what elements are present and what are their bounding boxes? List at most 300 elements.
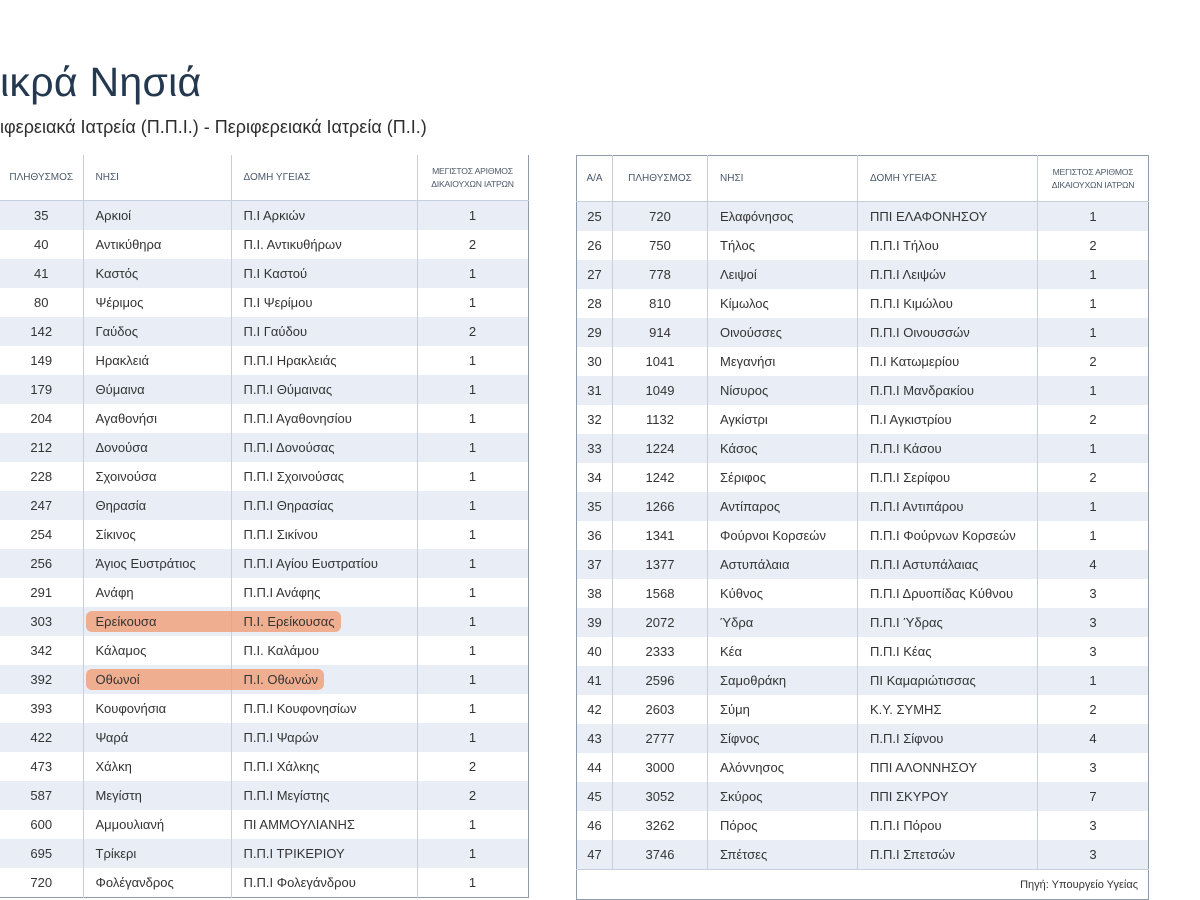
facility-cell-text: Π.Π.Ι Πόρου xyxy=(870,818,942,833)
max-doctors-cell: 3 xyxy=(1038,753,1149,782)
max-doctors-cell: 1 xyxy=(417,433,528,462)
facility-cell xyxy=(858,492,1038,521)
table-row xyxy=(577,811,1149,840)
facility-cell xyxy=(858,289,1038,318)
facility-cell xyxy=(231,810,417,839)
island-cell-text: Λειψοί xyxy=(720,267,757,282)
population-cell: 422 xyxy=(0,723,83,752)
island-cell-text: Κάλαμος xyxy=(95,643,147,658)
population-cell: 392 xyxy=(0,665,83,694)
facility-cell-text: Π.Π.Ι Ηρακλειάς xyxy=(243,353,337,368)
island-cell-text: Αλόννησος xyxy=(720,760,784,775)
facility-cell-text: Π.Π.Ι Ύδρας xyxy=(870,615,943,630)
facility-cell xyxy=(858,753,1038,782)
page-subtitle: ιφερειακά Ιατρεία (Π.Π.Ι.) - Περιφερειακά Ιατρεία (Π.Ι.) xyxy=(0,117,427,137)
island-cell xyxy=(708,376,858,405)
facility-cell xyxy=(231,404,417,433)
facility-cell xyxy=(231,868,417,898)
population-cell: 2603 xyxy=(613,695,708,724)
population-cell: 149 xyxy=(0,346,83,375)
table-row xyxy=(577,463,1149,492)
island-cell xyxy=(83,549,231,578)
aa-cell: 25 xyxy=(577,202,613,232)
island-cell xyxy=(83,346,231,375)
aa-cell: 34 xyxy=(577,463,613,492)
facility-cell xyxy=(231,636,417,665)
max-doctors-cell: 2 xyxy=(417,317,528,346)
facility-cell xyxy=(858,202,1038,232)
island-cell-text: Κουφονήσια xyxy=(95,701,167,716)
aa-cell: 35 xyxy=(577,492,613,521)
population-cell: 587 xyxy=(0,781,83,810)
island-cell-text: Τήλος xyxy=(720,238,755,253)
island-cell xyxy=(708,782,858,811)
island-cell-text: Σκύρος xyxy=(720,789,763,804)
header-facility: ΔΟΜΗ ΥΓΕΙΑΣ xyxy=(858,156,1038,202)
aa-cell: 30 xyxy=(577,347,613,376)
population-cell: 473 xyxy=(0,752,83,781)
island-cell-text: Τρίκερι xyxy=(95,846,137,861)
aa-cell: 28 xyxy=(577,289,613,318)
aa-cell: 37 xyxy=(577,550,613,579)
island-cell-text: Καστός xyxy=(95,266,139,281)
table-row xyxy=(577,840,1149,870)
island-cell-text: Σαμοθράκη xyxy=(720,673,787,688)
table-body-left xyxy=(0,201,528,898)
header-island: ΝΗΣΙ xyxy=(83,155,231,201)
facility-cell-text: Π.Π.Ι Αγαθονησίου xyxy=(243,411,352,426)
island-cell xyxy=(83,752,231,781)
source-note: Πηγή: Υπουργείο Υγείας xyxy=(577,870,1149,900)
max-doctors-cell: 1 xyxy=(417,810,528,839)
table-row xyxy=(0,810,528,839)
island-cell-text: Σύμη xyxy=(720,702,750,717)
population-cell: 179 xyxy=(0,375,83,404)
population-cell: 3000 xyxy=(613,753,708,782)
header-max-doctors-line2: ΔΙΚΑΙΟΥΧΩΝ ΙΑΤΡΩΝ xyxy=(431,178,514,189)
header-max-doctors-line2: ΔΙΚΑΙΟΥΧΩΝ ΙΑΤΡΩΝ xyxy=(1051,179,1135,190)
aa-cell: 46 xyxy=(577,811,613,840)
island-cell xyxy=(708,666,858,695)
facility-cell-text: ΠΠΙ ΕΛΑΦΟΝΗΣΟΥ xyxy=(870,209,988,224)
island-cell-text: Σχοινούσα xyxy=(95,469,157,484)
max-doctors-cell: 1 xyxy=(1038,666,1149,695)
facility-cell-text: Π.Π.Ι Φολεγάνδρου xyxy=(243,875,356,890)
islands-table-left xyxy=(0,155,529,898)
island-cell xyxy=(83,404,231,433)
population-cell: 3746 xyxy=(613,840,708,870)
table-row xyxy=(0,607,528,636)
facility-cell xyxy=(858,579,1038,608)
facility-cell-text: Π.Π.Ι Σίφνου xyxy=(870,731,944,746)
max-doctors-cell: 1 xyxy=(417,288,528,317)
max-doctors-cell: 1 xyxy=(417,578,528,607)
facility-cell xyxy=(231,520,417,549)
island-cell xyxy=(83,781,231,810)
aa-cell: 47 xyxy=(577,840,613,870)
island-cell-text: Οινούσσες xyxy=(720,325,782,340)
island-cell-text: Αγαθονήσι xyxy=(95,411,158,426)
facility-cell xyxy=(231,781,417,810)
table-row xyxy=(0,549,528,578)
island-cell-text: Αρκιοί xyxy=(95,208,132,223)
table-row xyxy=(577,695,1149,724)
max-doctors-cell: 7 xyxy=(1038,782,1149,811)
facility-cell xyxy=(231,549,417,578)
facility-cell-text: Π.Π.Ι Θύμαινας xyxy=(243,382,333,397)
island-cell-text: Φολέγανδρος xyxy=(95,875,174,890)
max-doctors-cell: 1 xyxy=(417,462,528,491)
island-cell xyxy=(83,375,231,404)
facility-cell-text: Π.Π.Ι Κουφονησίων xyxy=(243,701,357,716)
population-cell: 1041 xyxy=(613,347,708,376)
aa-cell: 41 xyxy=(577,666,613,695)
island-cell-text: Γαύδος xyxy=(95,324,139,339)
facility-cell-text: Π.Ι. Οθωνών xyxy=(243,672,318,687)
islands-table-right xyxy=(576,155,1149,900)
population-cell: 914 xyxy=(613,318,708,347)
population-cell: 695 xyxy=(0,839,83,868)
table-header-row xyxy=(577,156,1149,202)
island-cell xyxy=(708,289,858,318)
population-cell: 810 xyxy=(613,289,708,318)
island-cell-text: Νίσυρος xyxy=(720,383,769,398)
island-cell-text: Οθωνοί xyxy=(95,672,140,687)
facility-cell xyxy=(231,491,417,520)
island-cell-text: Χάλκη xyxy=(95,759,132,774)
population-cell: 204 xyxy=(0,404,83,433)
max-doctors-cell: 2 xyxy=(1038,695,1149,724)
facility-cell xyxy=(231,346,417,375)
island-cell xyxy=(708,492,858,521)
island-cell xyxy=(83,491,231,520)
table-row xyxy=(0,578,528,607)
table-row xyxy=(577,550,1149,579)
facility-cell xyxy=(231,752,417,781)
island-cell-text: Φούρνοι Κορσεών xyxy=(720,528,826,543)
island-cell-text: Σίφνος xyxy=(720,731,760,746)
facility-cell-text: Π.Ι Γαύδου xyxy=(243,324,308,339)
island-cell-text: Ηρακλειά xyxy=(95,353,149,368)
max-doctors-cell: 2 xyxy=(417,230,528,259)
population-cell: 750 xyxy=(613,231,708,260)
island-cell xyxy=(83,839,231,868)
header-island: ΝΗΣΙ xyxy=(708,156,858,202)
island-cell-text: Δονούσα xyxy=(95,440,148,455)
facility-cell-text: Π.Ι. Καλάμου xyxy=(243,643,320,658)
aa-cell: 40 xyxy=(577,637,613,666)
aa-cell: 45 xyxy=(577,782,613,811)
island-cell-text: Πόρος xyxy=(720,818,758,833)
population-cell: 291 xyxy=(0,578,83,607)
island-cell xyxy=(708,202,858,232)
island-cell xyxy=(708,405,858,434)
table-row xyxy=(577,434,1149,463)
population-cell: 256 xyxy=(0,549,83,578)
max-doctors-cell: 3 xyxy=(1038,637,1149,666)
max-doctors-cell: 2 xyxy=(1038,405,1149,434)
max-doctors-cell: 1 xyxy=(417,665,528,694)
facility-cell xyxy=(858,782,1038,811)
table-row xyxy=(0,317,528,346)
table-row xyxy=(577,492,1149,521)
max-doctors-cell: 1 xyxy=(1038,521,1149,550)
aa-cell: 38 xyxy=(577,579,613,608)
max-doctors-cell: 3 xyxy=(1038,811,1149,840)
facility-cell-text: ΠΠΙ ΣΚΥΡΟΥ xyxy=(870,789,949,804)
island-cell-text: Μεγανήσι xyxy=(720,354,776,369)
facility-cell xyxy=(858,666,1038,695)
facility-cell-text: Π.Π.Ι Κάσου xyxy=(870,441,942,456)
aa-cell: 44 xyxy=(577,753,613,782)
header-max-doctors-line1: ΜΕΓΙΣΤΟΣ ΑΡΙΘΜΟΣ xyxy=(1052,166,1134,177)
facility-cell-text: Π.Π.Ι Θηρασίας xyxy=(243,498,334,513)
facility-cell-text: Π.Π.Ι Σχοινούσας xyxy=(243,469,344,484)
max-doctors-cell: 3 xyxy=(1038,840,1149,870)
population-cell: 254 xyxy=(0,520,83,549)
table-row xyxy=(0,694,528,723)
max-doctors-cell: 1 xyxy=(417,375,528,404)
facility-cell xyxy=(231,288,417,317)
table-row xyxy=(577,666,1149,695)
island-cell xyxy=(708,753,858,782)
table-row xyxy=(0,230,528,259)
max-doctors-cell: 1 xyxy=(417,520,528,549)
max-doctors-cell: 1 xyxy=(1038,376,1149,405)
island-cell xyxy=(83,259,231,288)
facility-cell xyxy=(858,231,1038,260)
table-row xyxy=(577,724,1149,753)
max-doctors-cell: 2 xyxy=(417,752,528,781)
table-row xyxy=(0,404,528,433)
max-doctors-cell: 1 xyxy=(417,491,528,520)
population-cell: 1341 xyxy=(613,521,708,550)
island-cell xyxy=(708,724,858,753)
table-row xyxy=(577,637,1149,666)
island-cell-text: Κάσος xyxy=(720,441,758,456)
max-doctors-cell: 3 xyxy=(1038,579,1149,608)
facility-cell-text: Π.Ι Καστού xyxy=(243,266,308,281)
max-doctors-cell: 3 xyxy=(1038,608,1149,637)
facility-cell xyxy=(858,840,1038,870)
population-cell: 3052 xyxy=(613,782,708,811)
facility-cell-text: Π.Ι. Αντικυθήρων xyxy=(243,237,342,252)
facility-cell xyxy=(858,376,1038,405)
page-title: ικρά Νησιά xyxy=(0,59,202,105)
island-cell-text: Αστυπάλαια xyxy=(720,557,790,572)
island-cell xyxy=(83,520,231,549)
table-row xyxy=(577,753,1149,782)
facility-cell xyxy=(858,405,1038,434)
population-cell: 212 xyxy=(0,433,83,462)
island-cell xyxy=(708,608,858,637)
header-population: ΠΛΗΘΥΣΜΟΣ xyxy=(0,155,83,201)
max-doctors-cell: 1 xyxy=(417,404,528,433)
population-cell: 2072 xyxy=(613,608,708,637)
max-doctors-cell: 1 xyxy=(417,346,528,375)
max-doctors-cell: 1 xyxy=(417,694,528,723)
facility-cell-text: ΠΠΙ ΑΛΟΝΝΗΣΟΥ xyxy=(870,760,978,775)
table-row xyxy=(577,521,1149,550)
table-row xyxy=(0,868,528,898)
max-doctors-cell: 1 xyxy=(1038,318,1149,347)
facility-cell xyxy=(231,201,417,231)
facility-cell xyxy=(231,259,417,288)
facility-cell-text: Π.Π.Ι Σικίνου xyxy=(243,527,318,542)
table-row xyxy=(577,376,1149,405)
facility-cell-text: Π.Π.Ι Μανδρακίου xyxy=(870,383,974,398)
table-header-row xyxy=(0,155,528,201)
population-cell: 1377 xyxy=(613,550,708,579)
table-row xyxy=(0,201,528,231)
island-cell-text: Αντίπαρος xyxy=(720,499,781,514)
population-cell: 1132 xyxy=(613,405,708,434)
header-max-doctors xyxy=(417,155,528,201)
table-row xyxy=(577,579,1149,608)
population-cell: 228 xyxy=(0,462,83,491)
island-cell-text: Κέα xyxy=(720,644,742,659)
population-cell: 2596 xyxy=(613,666,708,695)
max-doctors-cell: 2 xyxy=(1038,463,1149,492)
aa-cell: 36 xyxy=(577,521,613,550)
facility-cell xyxy=(858,318,1038,347)
island-cell xyxy=(83,723,231,752)
table-body-right xyxy=(577,202,1149,900)
max-doctors-cell: 1 xyxy=(417,839,528,868)
table-row xyxy=(577,782,1149,811)
table-row xyxy=(0,346,528,375)
aa-cell: 39 xyxy=(577,608,613,637)
island-cell-text: Ψαρά xyxy=(95,730,129,745)
island-cell-text: Σπέτσες xyxy=(720,847,768,862)
facility-cell-text: Π.Π.Ι Σπετσών xyxy=(870,847,956,862)
max-doctors-cell: 1 xyxy=(417,636,528,665)
facility-cell-text: Π.Ι Αρκιών xyxy=(243,208,306,223)
population-cell: 142 xyxy=(0,317,83,346)
facility-cell-text: Π.Π.Ι ΤΡΙΚΕΡΙΟΥ xyxy=(243,846,345,861)
island-cell xyxy=(83,607,231,636)
population-cell: 1266 xyxy=(613,492,708,521)
table-row xyxy=(0,520,528,549)
header-population: ΠΛΗΘΥΣΜΟΣ xyxy=(613,156,708,202)
table-row xyxy=(0,462,528,491)
population-cell: 1242 xyxy=(613,463,708,492)
facility-cell-text: Π.Π.Ι Τήλου xyxy=(870,238,939,253)
facility-cell xyxy=(231,839,417,868)
facility-cell-text: ΠΙ ΑΜΜΟΥΛΙΑΝΗΣ xyxy=(243,817,355,832)
island-cell xyxy=(708,811,858,840)
island-cell xyxy=(83,694,231,723)
island-cell-text: Αγκίστρι xyxy=(720,412,768,427)
header-max-doctors xyxy=(1038,156,1149,202)
max-doctors-cell: 4 xyxy=(1038,724,1149,753)
table-row xyxy=(577,289,1149,318)
table-row xyxy=(0,636,528,665)
max-doctors-cell: 1 xyxy=(417,201,528,231)
island-cell xyxy=(708,347,858,376)
facility-cell-text: Π.Π.Ι Δρυοπίδας Κύθνου xyxy=(870,586,1014,601)
table-row xyxy=(0,839,528,868)
facility-cell-text: Π.Π.Ι Ψαρών xyxy=(243,730,319,745)
population-cell: 393 xyxy=(0,694,83,723)
facility-cell xyxy=(858,347,1038,376)
facility-cell xyxy=(231,723,417,752)
population-cell: 600 xyxy=(0,810,83,839)
island-cell-text: Ελαφόνησος xyxy=(720,209,794,224)
island-cell xyxy=(83,868,231,898)
facility-cell xyxy=(858,463,1038,492)
facility-cell xyxy=(231,317,417,346)
population-cell: 35 xyxy=(0,201,83,231)
facility-cell-text: Π.Π.Ι Αντιπάρου xyxy=(870,499,964,514)
facility-cell xyxy=(231,578,417,607)
max-doctors-cell: 1 xyxy=(417,259,528,288)
island-cell xyxy=(708,695,858,724)
table-row xyxy=(0,752,528,781)
max-doctors-cell: 1 xyxy=(417,607,528,636)
island-cell xyxy=(708,434,858,463)
population-cell: 41 xyxy=(0,259,83,288)
island-cell xyxy=(83,578,231,607)
island-cell xyxy=(708,521,858,550)
table-row xyxy=(0,433,528,462)
aa-cell: 26 xyxy=(577,231,613,260)
island-cell xyxy=(708,579,858,608)
population-cell: 720 xyxy=(613,202,708,232)
population-cell: 342 xyxy=(0,636,83,665)
island-cell-text: Ψέριμος xyxy=(95,295,144,310)
island-cell xyxy=(83,665,231,694)
island-cell xyxy=(83,636,231,665)
island-cell xyxy=(83,201,231,231)
aa-cell: 31 xyxy=(577,376,613,405)
island-cell-text: Ύδρα xyxy=(720,615,754,630)
facility-cell-text: Π.Ι Κατωμερίου xyxy=(870,354,960,369)
island-cell xyxy=(83,230,231,259)
facility-cell xyxy=(858,260,1038,289)
table-row xyxy=(0,665,528,694)
facility-cell xyxy=(858,608,1038,637)
table-row xyxy=(0,375,528,404)
header-facility: ΔΟΜΗ ΥΓΕΙΑΣ xyxy=(231,155,417,201)
max-doctors-cell: 1 xyxy=(1038,492,1149,521)
island-cell xyxy=(708,231,858,260)
facility-cell-text: Π.Π.Ι Μεγίστης xyxy=(243,788,330,803)
aa-cell: 32 xyxy=(577,405,613,434)
population-cell: 40 xyxy=(0,230,83,259)
island-cell xyxy=(708,318,858,347)
island-cell-text: Σίκινος xyxy=(95,527,136,542)
facility-cell xyxy=(231,375,417,404)
max-doctors-cell: 2 xyxy=(1038,231,1149,260)
max-doctors-cell: 1 xyxy=(1038,434,1149,463)
header-aa: Α/Α xyxy=(577,156,613,202)
island-cell-text: Κύθνος xyxy=(720,586,764,601)
island-cell xyxy=(708,260,858,289)
facility-cell-text: Π.Ι. Ερείκουσας xyxy=(243,614,335,629)
population-cell: 303 xyxy=(0,607,83,636)
max-doctors-cell: 1 xyxy=(1038,289,1149,318)
facility-cell-text: Π.Ι Αγκιστρίου xyxy=(870,412,952,427)
island-cell xyxy=(708,637,858,666)
max-doctors-cell: 1 xyxy=(1038,202,1149,232)
header-max-doctors-line1: ΜΕΓΙΣΤΟΣ ΑΡΙΘΜΟΣ xyxy=(432,165,513,176)
max-doctors-cell: 1 xyxy=(1038,260,1149,289)
population-cell: 80 xyxy=(0,288,83,317)
facility-cell-text: Π.Π.Ι Οινουσσών xyxy=(870,325,970,340)
population-cell: 720 xyxy=(0,868,83,898)
table-row xyxy=(577,318,1149,347)
